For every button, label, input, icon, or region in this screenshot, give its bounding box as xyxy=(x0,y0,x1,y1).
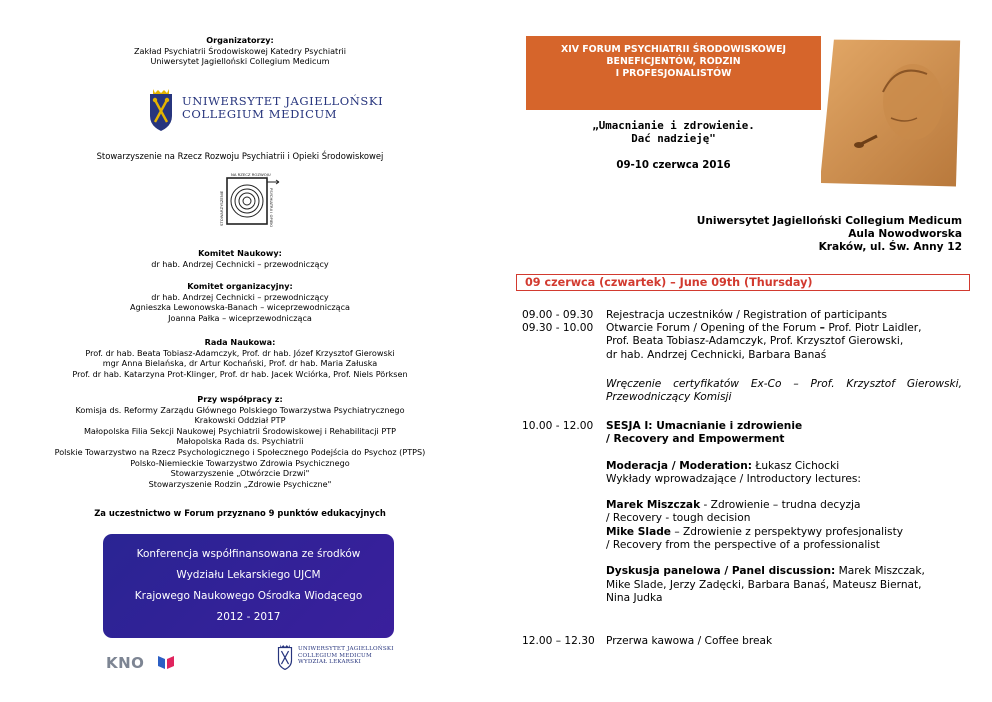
forum-subtitle xyxy=(526,119,821,146)
coop-line: Małopolska Filia Sekcji Naukowej Psychiatrii Środowiskowej i Rehabilitacji PTP xyxy=(83,425,397,436)
association-logo xyxy=(207,168,293,232)
portrait-photo xyxy=(821,32,967,192)
coop-line: Małopolska Rada ds. Psychiatrii xyxy=(176,436,304,447)
banner-line: I PROFESJONALISTÓW xyxy=(615,68,732,79)
council-line: mgr Anna Bielańska, dr Artur Kochański, Prof. dr hab. Maria Załuska xyxy=(102,358,378,369)
day-header xyxy=(516,274,970,291)
uj-logo-line: COLLEGIUM MEDICUM xyxy=(182,107,338,121)
venue-line: Uniwersytet Jagielloński Collegium Medicum xyxy=(696,215,962,227)
program-entry: Rejestracja uczestników / Registration of participants xyxy=(606,309,888,321)
council-line: Prof. dr hab. Katarzyna Prot-Klinger, Prof. dr hab. Jacek Wciórka, Prof. Niels Pörksen xyxy=(72,368,408,379)
opening-speakers: dr hab. Andrzej Cechnicki, Barbara Banaś xyxy=(606,348,827,361)
subtitle-line: Dać nadzieję" xyxy=(631,132,716,146)
panel-label: Dyskusja panelowa / Panel discussion: xyxy=(606,565,836,578)
forum-dates: 09-10 czerwca 2016 xyxy=(616,160,731,171)
uj-logo-text xyxy=(182,95,383,121)
council-heading: Rada Naukowa: xyxy=(204,337,276,347)
uj-logo-line: UNIWERSYTET JAGIELLOŃSKI xyxy=(182,94,384,108)
panelists: Marek Miszczak, xyxy=(835,565,925,578)
time-slot: 10.00 - 12.00 xyxy=(522,420,594,432)
coop-line: Polskie Towarzystwo na Rzecz Psychologicznego i Społecznego Podejścia do Psychoz (PTPS) xyxy=(54,446,426,457)
talk-title: - Zdrowienie – trudna decyzja xyxy=(700,499,861,512)
coop-line: Komisja ds. Reformy Zarządu Głównego Polskiego Towarzystwa Psychiatrycznego xyxy=(75,404,405,415)
certificates-note: Wręczenie certyfikatów Ex-Co – Prof. Krzysztof Gierowski, Przewodniczący Komisji xyxy=(606,378,962,404)
venue-line: Aula Nowodworska xyxy=(848,228,962,241)
funding-line: Krajowego Naukowego Ośrodka Wiodącego xyxy=(134,590,363,602)
program-entry xyxy=(606,322,962,362)
opening-speaker: Prof. Piotr Laidler, xyxy=(828,322,922,334)
talk-title: / Recovery from the perspective of a professionalist xyxy=(606,539,880,552)
funding-line: Wydziału Lekarskiego UJCM xyxy=(176,569,321,581)
coop-line: Polsko-Niemieckie Towarzystwo Zdrowia Psychicznego xyxy=(130,457,350,468)
organizers-block xyxy=(20,35,460,67)
scientific-council xyxy=(20,337,460,379)
org-committee-line: Joanna Pałka – wiceprzewodnicząca xyxy=(168,312,312,323)
banner-title xyxy=(526,44,821,80)
uj-crest-small-icon xyxy=(276,644,294,670)
kno-logo-text: KNO xyxy=(106,654,145,672)
kno-logo xyxy=(106,654,186,672)
time-slot: 09.30 - 10.00 xyxy=(522,322,594,334)
organizers-line: Uniwersytet Jagielloński Collegium Medicum xyxy=(150,56,330,67)
assoc-logo-right: PSYCHIATRII I OPIEKI xyxy=(269,188,274,227)
uj-small-line: WYDZIAŁ LEKARSKI xyxy=(298,659,362,666)
uj-small-line: COLLEGIUM MEDICUM xyxy=(298,652,372,659)
coop-line: Stowarzyszenie „Otwórzcie Drzwi" xyxy=(170,468,310,479)
program-entry: Przerwa kawowa / Coffee break xyxy=(606,635,773,647)
moderator-name: Łukasz Cichocki xyxy=(755,459,840,472)
banner-line: BENEFICJENTÓW, RODZIN xyxy=(606,56,741,67)
session-title: SESJA I: Umacnianie i zdrowienie xyxy=(606,420,803,432)
organizing-committee xyxy=(20,281,460,323)
org-committee-line: dr hab. Andrzej Cechnicki – przewodniczący xyxy=(151,291,329,302)
panelists: Nina Judka xyxy=(606,591,663,604)
funding-line: Konferencja współfinansowana ze środków xyxy=(136,548,361,560)
funding-box xyxy=(103,534,394,638)
time-slot: 12.00 – 12.30 xyxy=(522,635,595,647)
org-committee-line: Agnieszka Lewonowska-Banach – wiceprzewodnicząca xyxy=(129,302,351,313)
coop-line: Stowarzyszenie Rodzin „Zdrowie Psychiczne" xyxy=(148,478,332,489)
banner-line: XIV FORUM PSYCHIATRII ŚRODOWISKOWEJ xyxy=(560,44,787,55)
opening-speakers: Prof. Beata Tobiasz-Adamczyk, Prof. Krzysztof Gierowski, xyxy=(606,335,904,348)
moderation-label: Moderacja / Moderation: xyxy=(606,459,752,472)
talk-title: – Zdrowienie z perspektywy profesjonalisty xyxy=(671,525,903,538)
intro-lectures: Wykłady wprowadzające / Introductory lectures: xyxy=(606,472,861,485)
venue-line: Kraków, ul. Św. Anny 12 xyxy=(818,241,962,254)
assoc-logo-left: STOWARZYSZENIE xyxy=(219,190,224,226)
organizers-line: Zakład Psychiatrii Środowiskowej Katedry Psychiatrii xyxy=(133,45,347,56)
uj-small-line: UNIWERSYTET JAGIELLOŃSKI xyxy=(298,646,394,652)
time-slot: 09.00 - 09.30 xyxy=(522,309,594,321)
dash-separator: – xyxy=(819,322,825,334)
day-header-text: 09 czerwca (czwartek) – June 09th (Thursday) xyxy=(525,276,813,289)
speaker-name: Mike Slade xyxy=(606,525,671,538)
council-line: Prof. dr hab. Beata Tobiasz-Adamczyk, Prof. dr hab. Józef Krzysztof Gierowski xyxy=(85,347,395,358)
venue xyxy=(560,215,962,255)
scientific-committee-line: dr hab. Andrzej Cechnicki – przewodniczący xyxy=(151,258,329,269)
association-name: Stowarzyszenie na Rzecz Rozwoju Psychiatrii i Opieki Środowiskowej xyxy=(96,151,384,161)
assoc-logo-top: NA RZECZ ROZWOJU xyxy=(231,172,271,177)
uj-crest-icon xyxy=(146,88,176,132)
uj-logo xyxy=(146,88,384,138)
coop-heading: Przy współpracy z: xyxy=(197,394,283,404)
opening-title: Otwarcie Forum / Opening of the Forum xyxy=(606,322,817,334)
panelists: Mike Slade, Jerzy Zadęcki, Barbara Banaś, Mateusz Biernat, xyxy=(606,578,922,591)
scientific-committee xyxy=(20,248,460,269)
points-note: Za uczestnictwo w Forum przyznano 9 punktów edukacyjnych xyxy=(94,508,386,518)
org-committee-heading: Komitet organizacyjny: xyxy=(187,281,293,291)
forum-banner xyxy=(526,36,821,110)
session-title: / Recovery and Empowerment xyxy=(606,433,785,446)
kno-book-icon xyxy=(158,656,174,669)
coop-line: Krakowski Oddział PTP xyxy=(194,415,286,426)
talk-title: / Recovery - tough decision xyxy=(606,512,751,525)
organizers-heading: Organizatorzy: xyxy=(206,35,274,45)
cooperation-block xyxy=(20,394,460,489)
session-block xyxy=(606,420,962,605)
subtitle-line: „Umacnianie i zdrowienie. xyxy=(592,119,755,132)
funding-line: 2012 - 2017 xyxy=(216,611,281,623)
speaker-name: Marek Miszczak xyxy=(606,499,701,512)
scientific-committee-heading: Komitet Naukowy: xyxy=(198,248,282,258)
uj-small-text xyxy=(298,646,394,666)
uj-medical-faculty-logo xyxy=(276,644,394,682)
